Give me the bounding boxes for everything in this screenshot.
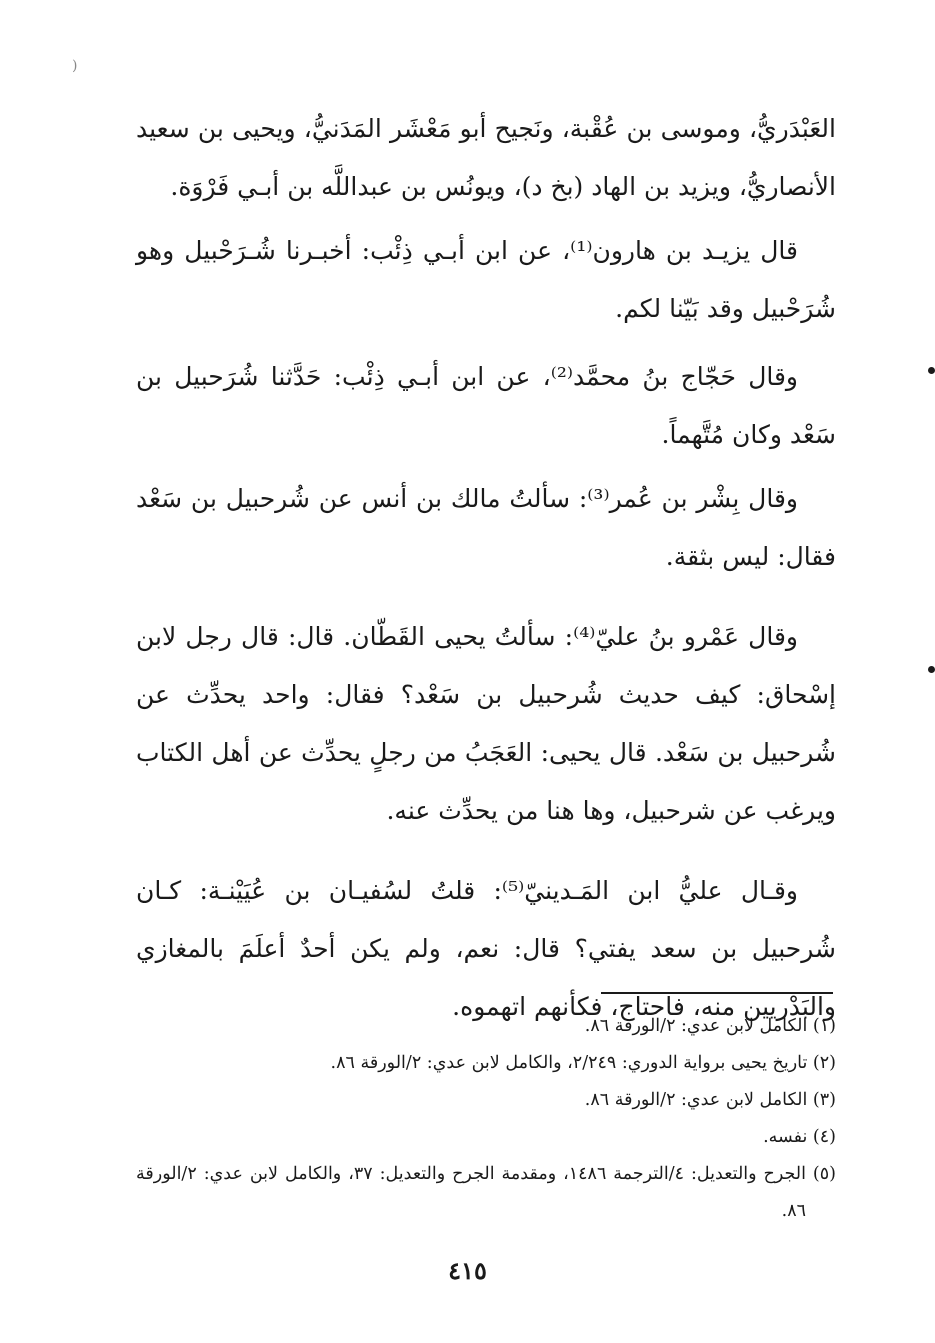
margin-mark: ( (72, 58, 78, 74)
footnote-3: (٣) الكامل لابن عدي: ٢/الورقة ٨٦. (584, 1090, 836, 1110)
paragraph-4: وقال بِشْر بن عُمر⁽³⁾: سألتُ مالك بن أنس عن شُرحبيل بن سَعْد فقال: ليس بثقة. (136, 484, 836, 571)
scan-speck (928, 666, 935, 673)
footnote-1: (١) الكامل لابن عدي: ٢/الورقة ٨٦. (584, 1016, 836, 1036)
paragraph-5: وقال عَمْرو بنُ عليّ⁽⁴⁾: سألتُ يحيى القَطّان. قال: قال رجل لابن إسْحاق: كيف حديث شُرحبيل بن سَعْد؟ فقال: واحد يحدِّث عن شُرحبيل بن سَعْد. قال يحيى: العَجَبُ من رجلٍ يحدِّث عن أهل الكتاب ويرغب عن شرحبيل، وها هنا من يحدِّث عنه. (136, 622, 836, 825)
footnote-5: (٥) الجرح والتعديل: ٤/الترجمة ١٤٨٦، ومقدمة الجرح والتعديل: ٣٧، والكامل لابن عدي: ٢/الورقة ٨٦. (136, 1164, 836, 1221)
paragraph-3: وقال حَجّاج بنُ محمَّد⁽²⁾، عن ابن أبـي ذِئْب: حَدَّثنا شُرَحبيل بن سَعْد وكان مُتَّهماً. (136, 362, 836, 449)
paragraph-6: وقـال عليُّ ابن المَـدينيّ⁽⁵⁾: قلتُ لسُفيـان بن عُيَيْنـة: كـان شُرحبيل بن سعد يفتي؟ قال: نعم، ولم يكن أحدٌ أعلَمَ بالمغازي والبَدْريين منه، فاحتاج، فكأنهم اتهموه. (136, 876, 836, 1021)
footnote-4: (٤) نفسه. (763, 1127, 836, 1147)
footnote-separator (601, 992, 833, 994)
paragraph-2: قال يزيـد بن هارون⁽¹⁾، عن ابن أبـي ذِئْب: أخبـرنا شُـرَحْبيل وهو شُرَحْبيل وقد بَيّنا لكم. (136, 236, 836, 323)
page-number: ٤١٥ (448, 1256, 487, 1285)
scan-speck (928, 367, 935, 374)
footnotes (136, 1008, 836, 1230)
paragraph-1: العَبْدَريُّ، وموسى بن عُقْبة، ونَجيح أبو مَعْشَر المَدَنيُّ، ويحيى بن سعيد الأنصاريُّ، ويزيد بن الهاد (بخ د)، ويونُس بن عبداللَّه بن أبـي فَرْوَة. (136, 114, 836, 201)
main-text (136, 100, 836, 1036)
footnote-2: (٢) تاريخ يحيى برواية الدوري: ٢/٢٤٩، والكامل لابن عدي: ٢/الورقة ٨٦. (330, 1053, 836, 1073)
